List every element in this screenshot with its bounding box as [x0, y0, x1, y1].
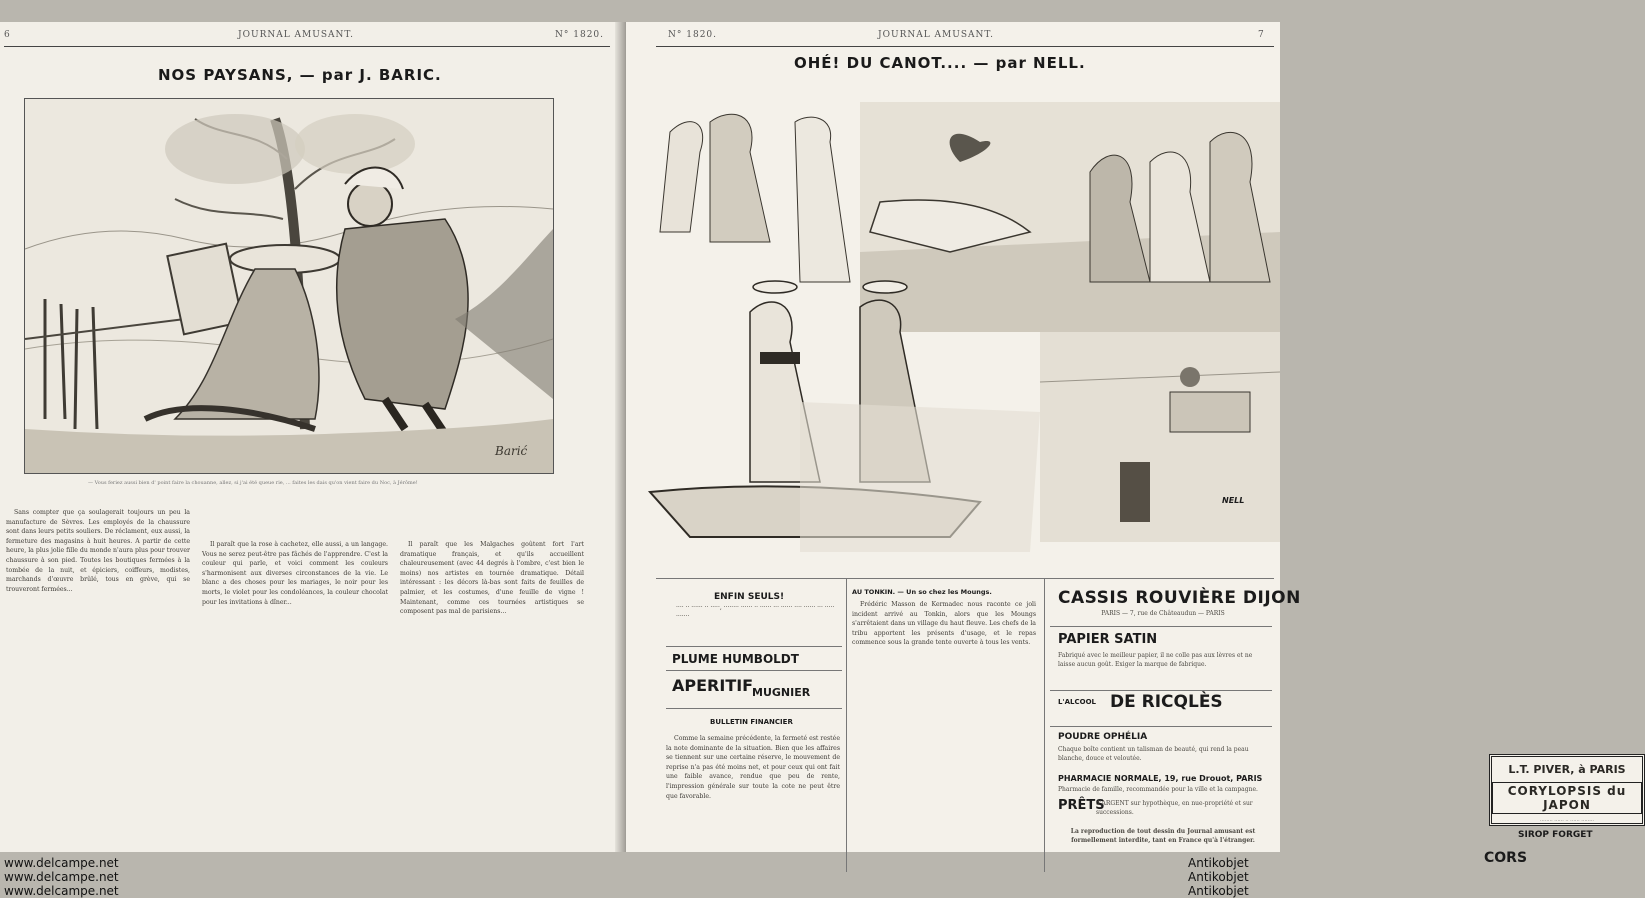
left-head-rule — [4, 46, 610, 47]
cassis-rouviere-ad: CASSIS ROUVIÈRE DIJON — [1058, 588, 1301, 608]
right-page-title: OHÉ! DU CANOT.... — par NELL. — [794, 54, 1086, 72]
sketch-drawing — [25, 99, 553, 473]
left-journal-name: JOURNAL AMUSANT. — [238, 30, 354, 40]
plume-humboldt-ad: PLUME HUMBOLDT — [672, 652, 799, 666]
right-head-rule — [656, 46, 1274, 47]
corylopsis-label: CORYLOPSIS du JAPON — [1492, 782, 1642, 814]
ad-rule-6 — [1050, 726, 1272, 727]
right-page-number: 7 — [1258, 30, 1265, 40]
left-watermark-line-1: www.delcampe.net — [4, 856, 119, 870]
right-watermark-line-1: Antikobjet — [1188, 856, 1249, 870]
left-page — [0, 22, 622, 852]
tonkin-title: AU TONKIN. — Un so chez les Moungs. — [852, 588, 992, 596]
ad-rule-3 — [666, 708, 842, 709]
aperitif-ad: APERITIF — [672, 676, 754, 695]
left-column-1-text: Sans compter que ça soulagerait toujours un peu la manufacture de Sèvres. Les employés de la chaussure sont dans leurs petits souliers. De réclament, eux aussi, la fermeture des magasins à huit heures. A partir de cette heure, la plus jolie fille du monde n'aura plus pour trouver chaussure à son pied. Toutes les boutiques fermées à la tombée de la nuit, et épiciers, coiffeurs, modistes, marchands d'œuvre brûlé, tous en grève, qui se trouveront fermées... — [6, 509, 190, 593]
prets-text: d'ARGENT sur hypothèque, en nue-propriété et sur successions. — [1096, 800, 1253, 816]
ad-rule-1 — [666, 646, 842, 647]
piver-corylopsis-ad — [1489, 754, 1645, 826]
left-column-1 — [6, 508, 190, 848]
ads-divider-2 — [1044, 578, 1045, 872]
left-issue-number: N° 1820. — [555, 30, 605, 40]
svg-text:Barić: Barić — [495, 444, 528, 458]
pharmacie-text: Pharmacie de famille, recommandée pour la ville et la campagne. — [1058, 786, 1258, 793]
papier-satin-ad: PAPIER SATIN — [1058, 632, 1158, 647]
left-watermark — [4, 856, 119, 898]
left-column-2-text: Il paraît que la rose à cachetez, elle aussi, a un langage. Vous ne serez peut-être pas fâchés de l'apprendre. C'est la couleur qui parle, et voici comment les couleurs s'harmonisent aux diverses circonstances de la vie. Le blanc a des choses pour les mariages, le noir pour les morts, le violet pour les condoléances, la couleur chocolat pour les invitations à dîner... — [202, 541, 388, 606]
poudre-ophelia-ad: POUDRE OPHÉLIA — [1058, 732, 1148, 742]
ad-rule-4 — [1050, 626, 1272, 627]
ricqles-ad: DE RICQLÈS — [1110, 692, 1223, 712]
nell-signature: NELL — [1222, 496, 1245, 505]
left-watermark-line-2: www.delcampe.net — [4, 870, 119, 884]
left-column-3-text: Il paraît que les Malgaches goûtent fort l'art dramatique français, et qu'ils accueillent chaleureusement (avec 44 degrés à l'ombre, c'est bien le moins) nos artistes en tournée dramatique. Détail intéressant : les décors là-bas sont faits de feuilles de palmier, et les costumes, d'une feuille de vigne ! Maintenant, comme ces tournées artistiques se composent pas mal de parisiens... — [400, 541, 584, 616]
ad-rule-5 — [1050, 690, 1272, 691]
right-watermark — [1188, 856, 1249, 898]
left-page-number: 6 — [4, 30, 11, 40]
right-watermark-line-2: Antikobjet — [1188, 870, 1249, 884]
right-watermark-line-3: Antikobjet — [1188, 884, 1249, 898]
pharmacie-normale-ad: PHARMACIE NORMALE, 19, rue Drouot, PARIS — [1058, 774, 1263, 783]
bulletin-financier-text: Comme la semaine précédente, la fermeté est restée la note dominante de la situation. Bien que les affaires se tiennent sur une certaine réserve, le mouvement de reprise n'a pas été moins net, et pour ceux qui ont fait une faible avance, rendue que peu de rente, l'impression générale sur toute la cote ne peut être que favorable. — [666, 735, 840, 800]
right-journal-name: JOURNAL AMUSANT. — [878, 30, 994, 40]
sirop-forget-ad: SIROP FORGET — [1518, 830, 1593, 840]
right-issue-number: N° 1820. — [668, 30, 718, 40]
cors-ad: CORS — [1484, 850, 1528, 866]
nos-paysans-illustration — [24, 98, 554, 474]
enfin-seuls-text: ···· ·· ······ ·· ·····, ········ ······ ·· ······ ··· ······ ···· ······ ··· ····· ······· — [676, 604, 835, 620]
bulletin-financier-title: BULLETIN FINANCIER — [710, 718, 793, 726]
piver-header: L.T. PIVER, à PARIS — [1508, 763, 1626, 776]
left-page-title: NOS PAYSANS, — par J. BARIC. — [158, 66, 442, 84]
ads-divider-1 — [846, 578, 847, 872]
left-watermark-line-3: www.delcampe.net — [4, 884, 119, 898]
papier-satin-text: Fabriqué avec le meilleur papier, il ne colle pas aux lèvres et ne laisse aucun goût. Exiger la marque de fabrique. — [1058, 652, 1253, 668]
ohe-du-canot-illustration — [650, 82, 1280, 552]
ad-rule-2 — [666, 670, 842, 671]
piver-fineprint: ········ ······ ·· ······ ········ — [1539, 818, 1595, 824]
ophelia-text: Chaque boîte contient un talisman de beauté, qui rend la peau blanche, douce et veloutée. — [1058, 746, 1249, 762]
prets-ad: PRÊTS — [1058, 798, 1105, 813]
ads-top-rule — [656, 578, 1274, 579]
reproduction-notice: La reproduction de tout dessin du Journal amusant est formellement interdite, tant en France qu'à l'étranger. — [1070, 828, 1256, 844]
left-column-2 — [202, 540, 388, 848]
left-illustration-caption: — Vous feriez aussi bien d' point faire la chouanne, allez, si j'ai été queue rie, ... faites les dais qu'on vient faire du Noc, à Jérôme! — [88, 480, 418, 486]
tonkin-text: Frédéric Masson de Kermadec nous raconte ce joli incident arrivé au Tonkin, alors que les Moungs s'arrêtaient dans un village du haut fleuve. Les chefs de la tribu apportent les présents d'usage, et le repas commence sous la grande tente ouverte à tous les vents. — [852, 601, 1036, 647]
left-column-3 — [400, 540, 584, 848]
enfin-seuls-title: ENFIN SEULS! — [714, 592, 785, 602]
alcool-label: L'ALCOOL — [1058, 698, 1096, 706]
mugnier-ad: MUGNIER — [752, 686, 811, 699]
cassis-subtext: PARIS — 7, rue de Châteaudun — PARIS — [1101, 610, 1225, 617]
